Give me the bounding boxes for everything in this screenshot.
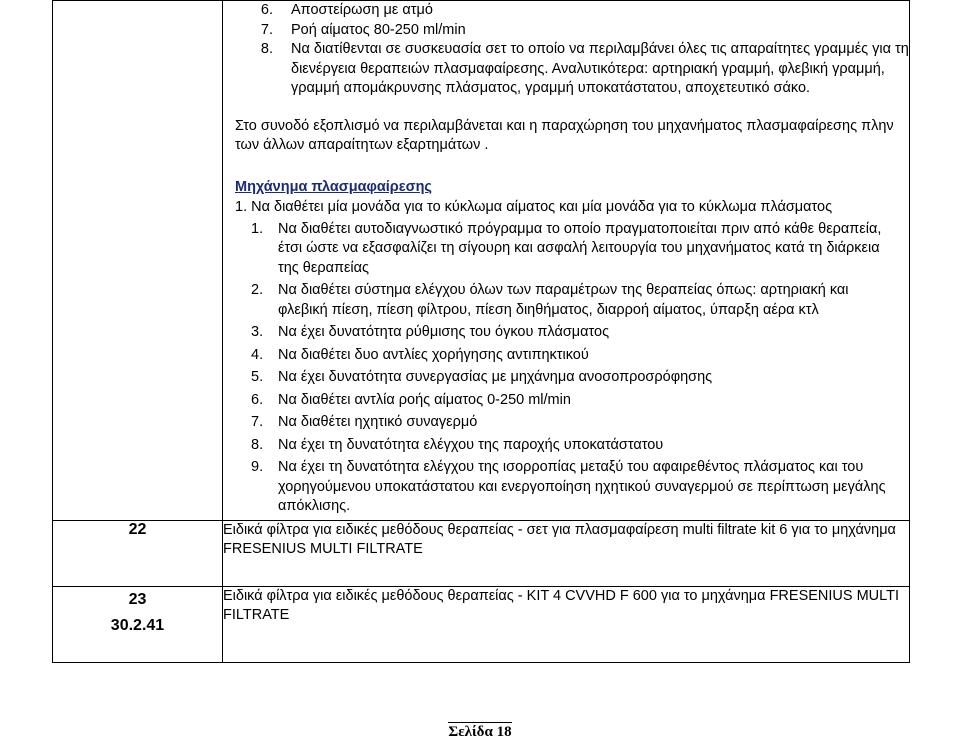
table-row xyxy=(53,520,910,586)
item-number: 23 xyxy=(128,590,147,608)
item-code: 30.2.41 xyxy=(110,616,165,634)
description-cell xyxy=(223,1,910,521)
intro-paragraph: Στο συνοδό εξοπλισμό να περιλαμβάνεται και η παραχώρηση του μηχανήματος πλασμαφαίρεσης πλην των άλλων απαραίτητων εξαρτημάτων . xyxy=(235,117,894,153)
list-item: 6. Να διαθέτει αντλία ροής αίματος 0-250 ml/min xyxy=(251,391,571,408)
list-item: 1. Να διαθέτει αυτοδιαγνωστικό πρόγραμμα το οποίο πραγματοποιείται πριν από κάθε θεραπεία, έτσι ώστε να εξασφαλίζει τη σίγουρη και ασφαλή λειτουργία του μηχανήματος κατά τη διάρκεια της θεραπείας xyxy=(251,220,882,276)
item-number: 22 xyxy=(53,520,223,586)
top-item-list xyxy=(223,1,909,99)
num-cell-empty xyxy=(53,1,223,521)
list-item: 4. Να διαθέτει δυο αντλίες χορήγησης αντιπηκτικού xyxy=(251,346,589,363)
list-item: 8. Να διατίθενται σε συσκευασία σετ το οποίο να περιλαμβάνει όλες τις απαραίτητες γραμμές για τη διενέργεια θεραπειών πλασμαφαίρεσης. Αναλυτικότερα: αρτηριακή γραμμή, φλεβική γραμμή, γραμμή απομάκρυνσης πλάσματος, γραμμή υποκατάστατου, αποχετευτικό σάκο. xyxy=(260,41,909,96)
list-item: 3. Να έχει δυνατότητα ρύθμισης του όγκου πλάσματος xyxy=(251,324,610,340)
list-item: 5. Να έχει δυνατότητα συνεργασίας με μηχάνημα ανοσοπροσρόφησης xyxy=(251,369,713,385)
item-description: Ειδικά φίλτρα για ειδικές μεθόδους θεραπείας - KIT 4 CVVHD F 600 για το μηχάνημα FRESENIUS MULTI FILTRATE xyxy=(223,586,910,662)
machine-line: 1. Να διαθέτει μία μονάδα για το κύκλωμα αίματος και μία μονάδα για το κύκλωμα πλάσματος xyxy=(235,199,833,215)
table-row xyxy=(53,586,910,662)
list-item: 8. Να έχει τη δυνατότητα ελέγχου της παροχής υποκατάστατου xyxy=(251,436,664,453)
list-item: 7. Να διαθέτει ηχητικό συναγερμό xyxy=(251,414,478,430)
list-item: 2. Να διαθέτει σύστημα ελέγχου όλων των παραμέτρων της θεραπείας όπως: αρτηριακή και φλεβική πίεση, πίεση φίλτρου, πίεση διηθήματος, διαρροή αίματος, ύπαρξη αέρα κτλ xyxy=(251,282,849,318)
machine-heading: Μηχάνημα πλασμαφαίρεσης xyxy=(235,178,432,195)
table-row xyxy=(53,1,910,521)
item-description: Ειδικά φίλτρα για ειδικές μεθόδους θεραπείας - σετ για πλασμαφαίρεση multi filtrate kit 6 για το μηχάνημα FRESENIUS MULTI FILTRATE xyxy=(223,520,910,586)
page-footer xyxy=(0,724,960,741)
item-number-cell xyxy=(53,586,223,662)
page-number: Σελίδα 18 xyxy=(448,724,512,740)
list-item: 7. Ροή αίματος 80-250 ml/min xyxy=(260,21,466,38)
spec-table xyxy=(52,0,910,663)
list-item: 9. Να έχει τη δυνατότητα ελέγχου της ισορροπίας μεταξύ του αφαιρεθέντος πλάσματος και του χορηγούμενου υποκατάστατου και ενεργοποίηση ηχητικού συναγερμού σε περίπτωση μεγάλης απόκλισης. xyxy=(251,459,886,514)
list-item: 6. Αποστείρωση με ατμό xyxy=(260,2,433,18)
requirements-list xyxy=(223,220,909,517)
